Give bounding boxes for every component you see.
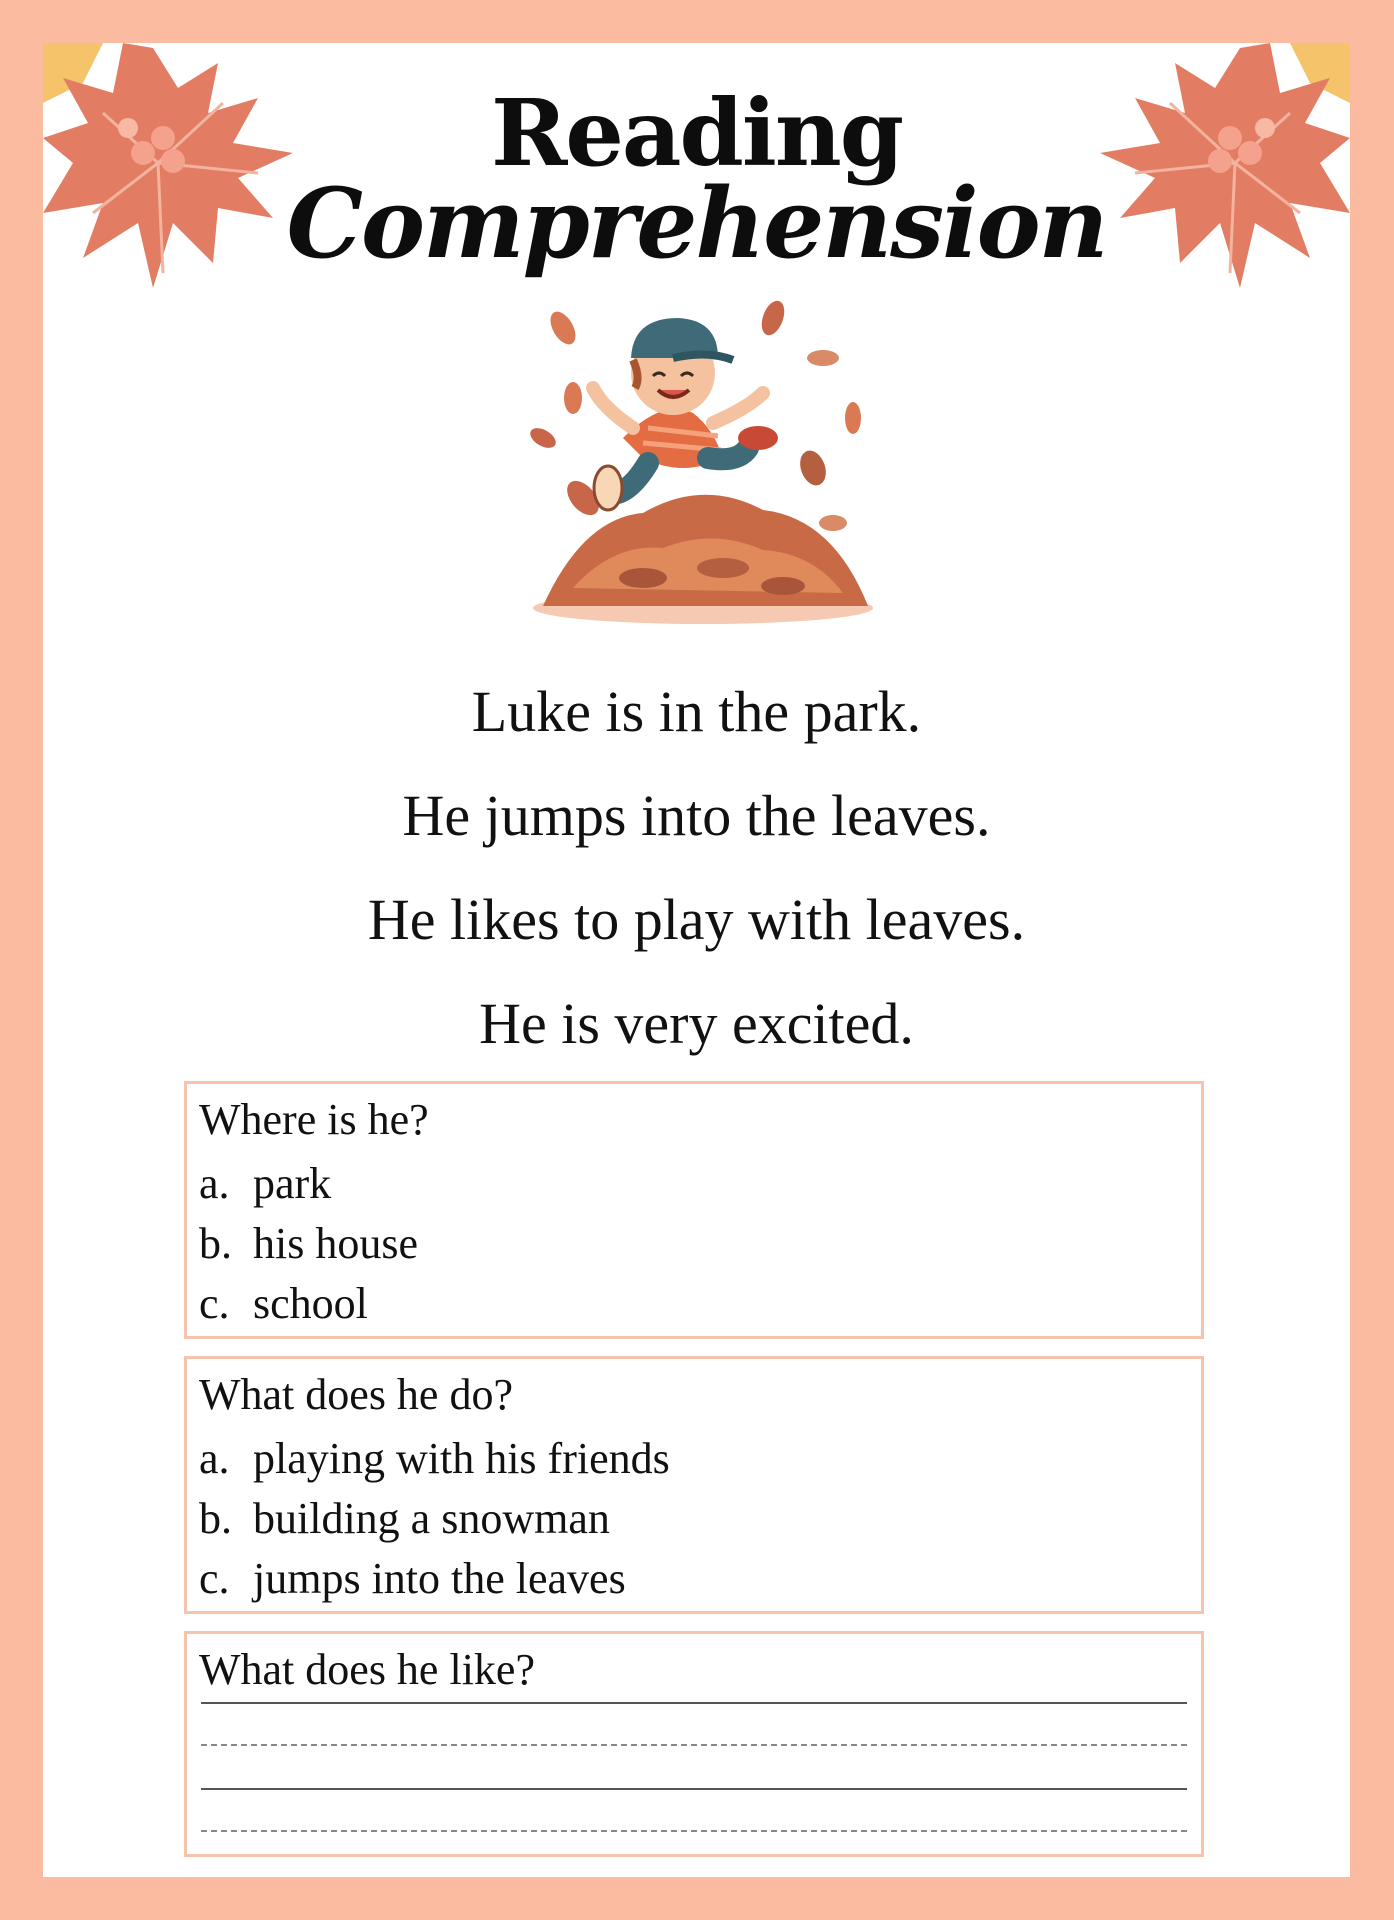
option-letter: c. bbox=[199, 1279, 230, 1328]
option-text: building a snowman bbox=[253, 1494, 610, 1543]
boy-jumping-illustration bbox=[523, 288, 883, 633]
story-line: He jumps into the leaves. bbox=[402, 783, 991, 848]
question-box-3 bbox=[184, 1631, 1204, 1857]
option-text: jumps into the leaves bbox=[253, 1554, 626, 1603]
answer-line[interactable] bbox=[201, 1702, 1187, 1704]
answer-options bbox=[199, 1154, 418, 1334]
story-line: He likes to play with leaves. bbox=[367, 887, 1026, 952]
question-text: Where is he? bbox=[199, 1095, 429, 1144]
story-line: He is very excited. bbox=[479, 991, 914, 1056]
story-text bbox=[43, 660, 1350, 1076]
option-text: school bbox=[253, 1279, 368, 1328]
option-letter: b. bbox=[199, 1219, 232, 1268]
page-title-line1: Reading bbox=[490, 79, 903, 187]
answer-option-c[interactable] bbox=[199, 1549, 670, 1609]
option-text: park bbox=[253, 1159, 332, 1208]
answer-line[interactable] bbox=[201, 1788, 1187, 1790]
option-text: playing with his friends bbox=[253, 1434, 670, 1483]
option-letter: a. bbox=[199, 1159, 230, 1208]
question-box-1 bbox=[184, 1081, 1204, 1339]
page-title-line2: Comprehension bbox=[286, 167, 1107, 280]
question-text: What does he do? bbox=[199, 1370, 513, 1419]
option-letter: a. bbox=[199, 1434, 230, 1483]
story-line: Luke is in the park. bbox=[471, 679, 922, 744]
option-text: his house bbox=[253, 1219, 418, 1268]
answer-option-a[interactable] bbox=[199, 1429, 670, 1489]
worksheet-page bbox=[43, 43, 1350, 1877]
answer-options bbox=[199, 1429, 670, 1609]
question-text: What does he like? bbox=[199, 1645, 535, 1694]
answer-option-b[interactable] bbox=[199, 1214, 418, 1274]
answer-guide-line bbox=[201, 1830, 1187, 1832]
option-letter: c. bbox=[199, 1554, 230, 1603]
option-letter: b. bbox=[199, 1494, 232, 1543]
answer-option-c[interactable] bbox=[199, 1274, 418, 1334]
answer-option-a[interactable] bbox=[199, 1154, 418, 1214]
answer-guide-line bbox=[201, 1744, 1187, 1746]
answer-option-b[interactable] bbox=[199, 1489, 670, 1549]
question-box-2 bbox=[184, 1356, 1204, 1614]
